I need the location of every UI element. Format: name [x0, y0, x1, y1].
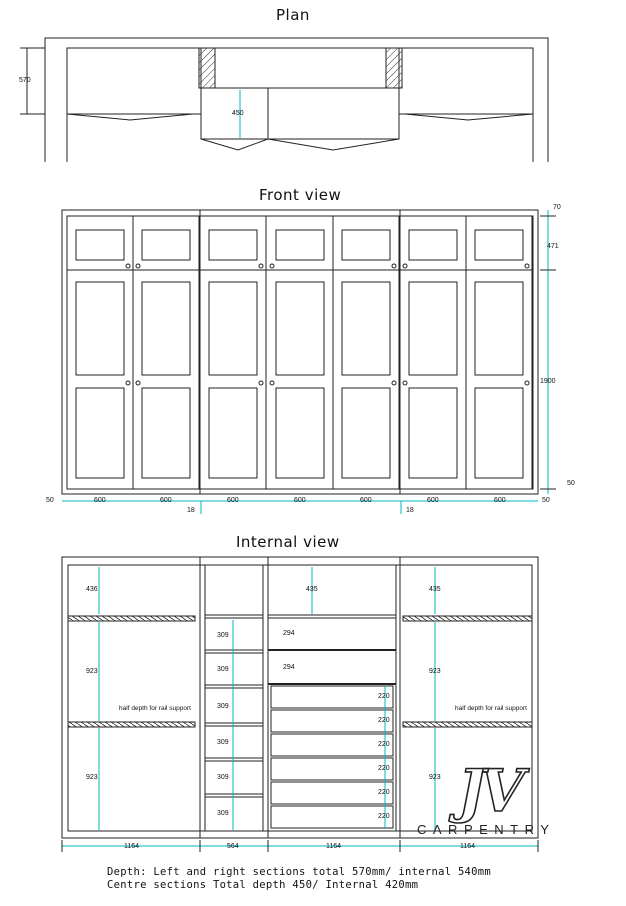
- front-dim-left-end: 50: [46, 497, 54, 504]
- internal-drawer-dim: 220: [378, 693, 390, 700]
- plan-title: Plan: [276, 6, 310, 24]
- internal-shelf-dim: 309: [217, 810, 229, 817]
- front-door-upper-panel: [409, 282, 457, 375]
- front-top-door-knob: [392, 264, 396, 268]
- internal-right-note: half depth for rail support: [455, 705, 527, 712]
- front-top-door-panel: [342, 230, 390, 260]
- front-top-door-knob: [136, 264, 140, 268]
- internal-left-top-dim: 436: [86, 586, 98, 593]
- internal-right-bottom-dim: 923: [429, 774, 441, 781]
- front-door-lower-panel: [142, 388, 190, 478]
- front-top-door-panel: [142, 230, 190, 260]
- internal-centre-left-shelves: [205, 615, 263, 797]
- footer-depth-line-2: Centre sections Total depth 450/ Internal 420mm: [107, 879, 419, 891]
- front-top-door-panel: [409, 230, 457, 260]
- plan-view: [20, 38, 548, 162]
- front-dimensions: [62, 210, 556, 514]
- front-top-door-panel: [475, 230, 523, 260]
- plan-centre-right-unit: [268, 88, 399, 139]
- front-top-door-panel: [76, 230, 124, 260]
- plan-depth-dim: 570: [19, 77, 31, 84]
- front-top-door-knob: [270, 264, 274, 268]
- front-top-door-knob: [259, 264, 263, 268]
- front-door-lower-panel: [475, 388, 523, 478]
- plan-door-swing: [67, 114, 193, 120]
- front-door-lower-panel: [342, 388, 390, 478]
- front-view: [62, 210, 538, 494]
- internal-shelf-dim: 309: [217, 703, 229, 710]
- internal-rail-right-mid: [403, 722, 532, 727]
- front-dim-top-panel: 471: [547, 243, 559, 250]
- front-title: Front view: [259, 186, 342, 204]
- front-door-upper-panel: [475, 282, 523, 375]
- front-door-knob: [259, 381, 263, 385]
- internal-width-dim: 1164: [460, 843, 476, 850]
- front-door-width: 600: [94, 497, 106, 504]
- plan-right-unit: [399, 48, 533, 114]
- internal-rail-left-mid: [68, 722, 195, 727]
- front-door-lower-panel: [409, 388, 457, 478]
- front-door-upper-panel: [276, 282, 324, 375]
- front-door-knob: [525, 381, 529, 385]
- front-door-knob: [270, 381, 274, 385]
- internal-left-note: half depth for rail support: [119, 705, 191, 712]
- front-dim-main: 1900: [540, 378, 556, 385]
- internal-right-mid-dim: 923: [429, 668, 441, 675]
- internal-width-dim: 1164: [326, 843, 342, 850]
- front-top-door-knob: [126, 264, 130, 268]
- footer-depth-line-1: Depth: Left and right sections total 570mm/ internal 540mm: [107, 866, 492, 878]
- front-door-upper-panel: [342, 282, 390, 375]
- front-top-door-panel: [209, 230, 257, 260]
- jv-logo-mark: JV: [458, 757, 519, 825]
- internal-drawer-dim: 220: [378, 765, 390, 772]
- front-dim-right-end: 50: [542, 497, 550, 504]
- front-door-width: 600: [427, 497, 439, 504]
- front-top-door-knob: [525, 264, 529, 268]
- internal-right-top-dim: 435: [429, 586, 441, 593]
- front-dim-gap-left: 18: [187, 507, 195, 514]
- internal-centre-shelf-dim: 294: [283, 630, 295, 637]
- front-door-knob: [126, 381, 130, 385]
- front-door-upper-panel: [76, 282, 124, 375]
- front-top-door-knob: [403, 264, 407, 268]
- plan-centre-depth-dim: 450: [232, 110, 244, 117]
- plan-door-swing: [268, 139, 399, 150]
- internal-rail-left-top: [68, 616, 195, 621]
- front-door-width: 600: [160, 497, 172, 504]
- front-door-lower-panel: [209, 388, 257, 478]
- internal-left-mid-dim: 923: [86, 668, 98, 675]
- internal-shelf-dim: 309: [217, 739, 229, 746]
- internal-centre-top-dim: 435: [306, 586, 318, 593]
- front-top-door-panel: [276, 230, 324, 260]
- plan-door-swing: [201, 139, 268, 150]
- front-dim-top: 70: [553, 204, 561, 211]
- plan-door-swing: [405, 114, 533, 120]
- front-door-knob: [136, 381, 140, 385]
- front-door-upper-panel: [142, 282, 190, 375]
- front-door-width: 600: [227, 497, 239, 504]
- internal-shelf-dim: 309: [217, 666, 229, 673]
- internal-centre-shelf-dim: 294: [283, 664, 295, 671]
- front-door-knob: [403, 381, 407, 385]
- internal-title: Internal view: [236, 533, 340, 551]
- internal-width-dim: 1164: [124, 843, 140, 850]
- front-door-lower-panel: [76, 388, 124, 478]
- front-door-upper-panel: [209, 282, 257, 375]
- jv-logo-name: CARPENTRY: [417, 822, 556, 837]
- internal-drawer-dim: 220: [378, 813, 390, 820]
- plan-hatch-right: [386, 48, 402, 88]
- plan-hatch-left: [199, 48, 215, 88]
- front-door-width: 600: [494, 497, 506, 504]
- internal-drawer-dim: 220: [378, 717, 390, 724]
- front-door-width: 600: [360, 497, 372, 504]
- internal-drawer-dim: 220: [378, 741, 390, 748]
- front-door-lower-panel: [276, 388, 324, 478]
- front-door-knob: [392, 381, 396, 385]
- front-dim-gap-right: 18: [406, 507, 414, 514]
- front-dim-plinth: 50: [567, 480, 575, 487]
- internal-centre-right-units: [268, 615, 396, 828]
- front-door-width: 600: [294, 497, 306, 504]
- internal-left-bottom-dim: 923: [86, 774, 98, 781]
- internal-shelf-dim: 309: [217, 774, 229, 781]
- internal-drawer-dim: 220: [378, 789, 390, 796]
- front-doors: [76, 216, 532, 489]
- internal-rail-right-top: [403, 616, 532, 621]
- internal-width-dim: 564: [227, 843, 239, 850]
- plan-left-unit: [67, 48, 201, 114]
- internal-shelf-dim: 309: [217, 632, 229, 639]
